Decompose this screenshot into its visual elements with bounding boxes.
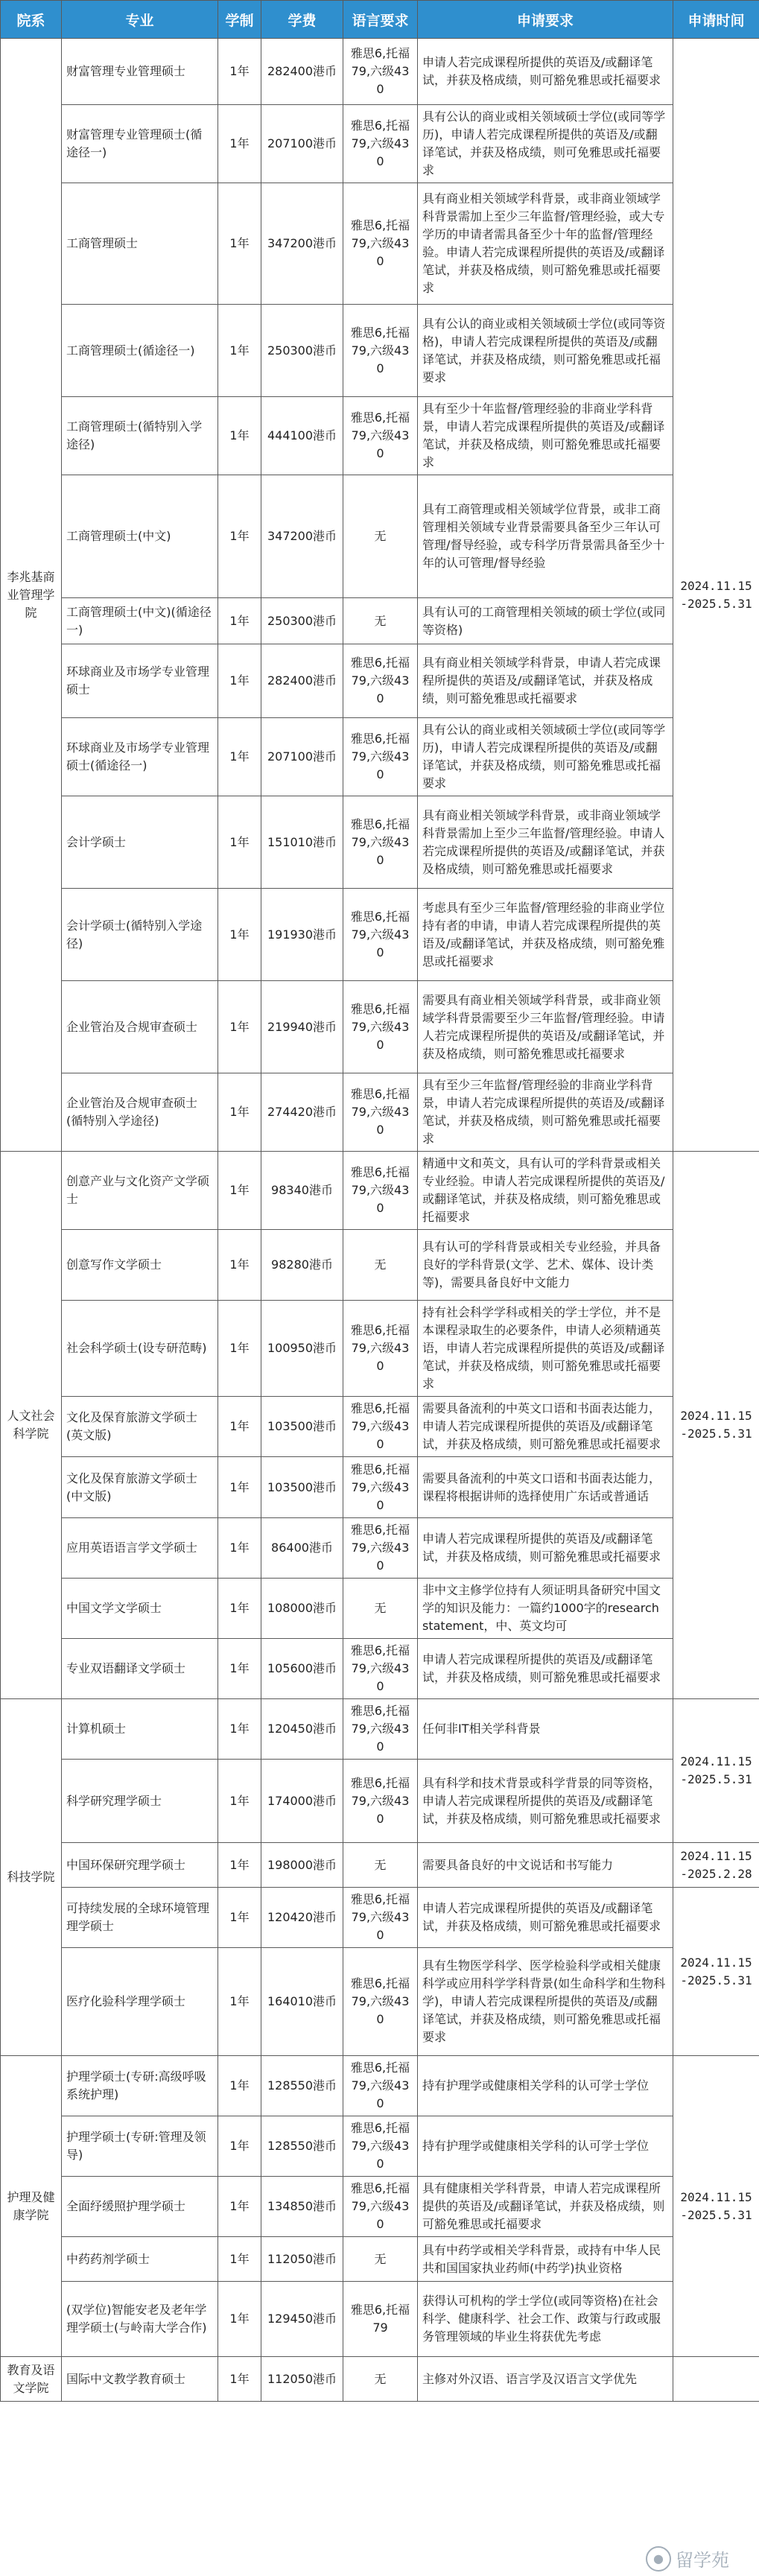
deadline-cell: 2024.11.15-2025.2.28	[673, 1843, 759, 1888]
requirements-cell: 持有护理学或健康相关学科的认可学士学位	[418, 2056, 673, 2116]
watermark-text: 留学苑	[676, 2550, 729, 2571]
duration-cell: 1年	[218, 1397, 261, 1457]
language-cell: 雅思6,托福79,六级430	[343, 1301, 418, 1397]
fee-cell: 347200港币	[261, 183, 343, 305]
deadline-cell: 2024.11.15-2025.5.31	[673, 2056, 759, 2357]
program-cell: 专业双语翻译文学硕士	[62, 1639, 218, 1699]
table-row	[1, 2237, 759, 2282]
table-row	[1, 981, 759, 1073]
deadline-cell: 2024.11.15-2025.5.31	[673, 1152, 759, 1699]
school-cell: 教育及语文学院	[1, 2357, 62, 2402]
duration-cell: 1年	[218, 1699, 261, 1760]
requirements-cell: 具有公认的商业或相关领域硕士学位(或同等学历)，申请人若完成课程所提供的英语及/或翻译笔试，并获及格成绩，则可豁免雅思或托福要求	[418, 718, 673, 796]
language-cell: 雅思6,托福79,六级430	[343, 1760, 418, 1843]
watermark	[646, 2545, 729, 2572]
program-cell: 环球商业及市场学专业管理硕士(循途径一)	[62, 718, 218, 796]
program-cell: 会计学硕士(循特别入学途径)	[62, 889, 218, 981]
duration-cell: 1年	[218, 1888, 261, 1948]
header-school: 院系	[1, 1, 62, 39]
table-row	[1, 718, 759, 796]
program-cell: 工商管理硕士(循特别入学途径)	[62, 397, 218, 475]
requirements-cell: 具有认可的工商管理相关领域的硕士学位(或同等资格)	[418, 598, 673, 644]
language-cell: 无	[343, 475, 418, 598]
requirements-cell: 主修对外汉语、语言学及汉语言文学优先	[418, 2357, 673, 2402]
program-cell: 工商管理硕士(中文)(循途径一)	[62, 598, 218, 644]
program-cell: 创意写作文学硕士	[62, 1230, 218, 1301]
language-cell: 雅思6,托福79,六级430	[343, 1948, 418, 2056]
duration-cell: 1年	[218, 1152, 261, 1230]
fee-cell: 120450港币	[261, 1699, 343, 1760]
deadline-cell-empty	[673, 2357, 759, 2402]
program-cell: 财富管理专业管理硕士	[62, 39, 218, 105]
duration-cell: 1年	[218, 1639, 261, 1699]
header-requirements: 申请要求	[418, 1, 673, 39]
program-cell: 创意产业与文化资产文学硕士	[62, 1152, 218, 1230]
program-cell: 社会科学硕士(设专研范畴)	[62, 1301, 218, 1397]
language-cell: 雅思6,托福79,六级430	[343, 1073, 418, 1152]
program-cell: 企业管治及合规审查硕士	[62, 981, 218, 1073]
duration-cell: 1年	[218, 2056, 261, 2116]
requirements-cell: 考虑具有至少三年监督/管理经验的非商业学位持有者的申请，申请人若完成课程所提供的英语及/或翻译笔试，并获及格成绩，则可豁免雅思或托福要求	[418, 889, 673, 981]
language-cell: 雅思6,托福79,六级430	[343, 796, 418, 889]
duration-cell: 1年	[218, 1301, 261, 1397]
requirements-cell: 非中文主修学位持有人须证明具备研究中国文学的知识及能力：一篇约1000字的research statement，中、英文均可	[418, 1579, 673, 1639]
language-cell: 雅思6,托福79	[343, 2282, 418, 2357]
table-row	[1, 1230, 759, 1301]
wechat-icon: ●	[646, 2546, 671, 2572]
table-row	[1, 1579, 759, 1639]
fee-cell: 282400港币	[261, 644, 343, 718]
requirements-cell: 申请人若完成课程所提供的英语及/或翻译笔试，并获及格成绩，则可豁免雅思或托福要求	[418, 1888, 673, 1948]
language-cell: 雅思6,托福79,六级430	[343, 981, 418, 1073]
requirements-cell: 需要具有商业相关领域学科背景，或非商业领域学科背景需要至少三年监督/管理经验。申请人若完成课程所提供的英语及/或翻译笔试，并获及格成绩，则可豁免雅思或托福要求	[418, 981, 673, 1073]
table-row	[1, 397, 759, 475]
language-cell: 无	[343, 1843, 418, 1888]
header-language: 语言要求	[343, 1, 418, 39]
table-row	[1, 1639, 759, 1699]
program-cell: 企业管治及合规审查硕士(循特别入学途径)	[62, 1073, 218, 1152]
fee-cell: 250300港币	[261, 305, 343, 397]
language-cell: 雅思6,托福79,六级430	[343, 183, 418, 305]
fee-cell: 207100港币	[261, 718, 343, 796]
requirements-cell: 具有至少三年监督/管理经验的非商业学科背景，申请人若完成课程所提供的英语及/或翻译笔试，并获及格成绩，则可豁免雅思或托福要求	[418, 1073, 673, 1152]
duration-cell: 1年	[218, 1230, 261, 1301]
fee-cell: 207100港币	[261, 105, 343, 183]
language-cell: 雅思6,托福79,六级430	[343, 39, 418, 105]
header-duration: 学制	[218, 1, 261, 39]
table-row	[1, 305, 759, 397]
requirements-cell: 具有公认的商业或相关领域硕士学位(或同等资格)，申请人若完成课程所提供的英语及/或翻译笔试，并获及格成绩，则可豁免雅思或托福要求	[418, 305, 673, 397]
fee-cell: 112050港币	[261, 2237, 343, 2282]
table-row	[1, 1301, 759, 1397]
duration-cell: 1年	[218, 796, 261, 889]
table-row	[1, 644, 759, 718]
table-row	[1, 183, 759, 305]
language-cell: 无	[343, 2357, 418, 2402]
fee-cell: 100950港币	[261, 1301, 343, 1397]
fee-cell: 164010港币	[261, 1948, 343, 2056]
fee-cell: 103500港币	[261, 1397, 343, 1457]
language-cell: 雅思6,托福79,六级430	[343, 1888, 418, 1948]
fee-cell: 198000港币	[261, 1843, 343, 1888]
language-cell: 雅思6,托福79,六级430	[343, 889, 418, 981]
program-cell: 科学研究理学硕士	[62, 1760, 218, 1843]
program-cell: 工商管理硕士	[62, 183, 218, 305]
requirements-cell: 具有生物医学科学、医学检验科学或相关健康科学或应用科学学科背景(如生命科学和生物科学)，申请人若完成课程所提供的英语及/或翻译笔试，并获及格成绩，则可豁免雅思或托福要求	[418, 1948, 673, 2056]
requirements-cell: 精通中文和英文，具有认可的学科背景或相关专业经验。申请人若完成课程所提供的英语及/或翻译笔试，并获及格成绩，则可豁免雅思或托福要求	[418, 1152, 673, 1230]
program-cell: 中国文学文学硕士	[62, 1579, 218, 1639]
table-row	[1, 1948, 759, 2056]
duration-cell: 1年	[218, 1073, 261, 1152]
school-cell: 李兆基商业管理学院	[1, 39, 62, 1152]
requirements-cell: 持有社会科学学科或相关的学士学位，并不是本课程录取生的必要条件，申请人必须精通英语，申请人若完成课程所提供的英语及/或翻译笔试，并获及格成绩，则可豁免雅思或托福要求	[418, 1301, 673, 1397]
duration-cell: 1年	[218, 1948, 261, 2056]
school-cell: 人文社会科学院	[1, 1152, 62, 1699]
school-cell: 护理及健康学院	[1, 2056, 62, 2357]
language-cell: 无	[343, 1230, 418, 1301]
table-row	[1, 1699, 759, 1760]
language-cell: 雅思6,托福79,六级430	[343, 2116, 418, 2177]
requirements-cell: 具有商业相关领域学科背景，或非商业领域学科背景需加上至少三年监督/管理经验。申请人若完成课程所提供的英语及/或翻译笔试，并获及格成绩，则可豁免雅思或托福要求	[418, 796, 673, 889]
requirements-cell: 申请人若完成课程所提供的英语及/或翻译笔试，并获及格成绩，则可豁免雅思或托福要求	[418, 1518, 673, 1579]
requirements-cell: 需要具备良好的中文说话和书写能力	[418, 1843, 673, 1888]
duration-cell: 1年	[218, 2116, 261, 2177]
duration-cell: 1年	[218, 1579, 261, 1639]
duration-cell: 1年	[218, 2177, 261, 2237]
duration-cell: 1年	[218, 2282, 261, 2357]
table-row	[1, 105, 759, 183]
duration-cell: 1年	[218, 598, 261, 644]
program-cell: 全面纾缓照护理学硕士	[62, 2177, 218, 2237]
fee-cell: 128550港币	[261, 2056, 343, 2116]
program-cell: 应用英语语言学文学硕士	[62, 1518, 218, 1579]
language-cell: 雅思6,托福79,六级430	[343, 397, 418, 475]
fee-cell: 151010港币	[261, 796, 343, 889]
requirements-cell: 具有至少十年监督/管理经验的非商业学科背景，申请人若完成课程所提供的英语及/或翻译笔试，并获及格成绩，则可豁免雅思或托福要求	[418, 397, 673, 475]
language-cell: 雅思6,托福79,六级430	[343, 1639, 418, 1699]
requirements-cell: 需要具备流利的中英文口语和书面表达能力，课程将根据讲师的选择使用广东话或普通话	[418, 1457, 673, 1518]
fee-cell: 134850港币	[261, 2177, 343, 2237]
table-row	[1, 1457, 759, 1518]
duration-cell: 1年	[218, 397, 261, 475]
program-cell: 文化及保育旅游文学硕士(中文版)	[62, 1457, 218, 1518]
fee-cell: 103500港币	[261, 1457, 343, 1518]
table-row	[1, 2282, 759, 2357]
duration-cell: 1年	[218, 644, 261, 718]
requirements-cell: 具有科学和技术背景或科学背景的同等资格，申请人若完成课程所提供的英语及/或翻译笔试，并获及格成绩，则可豁免雅思或托福要求	[418, 1760, 673, 1843]
fee-cell: 120420港币	[261, 1888, 343, 1948]
program-cell: 计算机硕士	[62, 1699, 218, 1760]
duration-cell: 1年	[218, 2237, 261, 2282]
language-cell: 雅思6,托福79,六级430	[343, 1152, 418, 1230]
fee-cell: 98280港币	[261, 1230, 343, 1301]
table-row	[1, 1843, 759, 1888]
requirements-cell: 具有商业相关领域学科背景，或非商业领域学科背景需加上至少三年监督/管理经验，或大专学历的申请者需具备至少十年的监督/管理经验。申请人若完成课程所提供的英语及/或翻译笔试，并获及格成绩，则可豁免雅思或托福要求	[418, 183, 673, 305]
table-row	[1, 1397, 759, 1457]
language-cell: 雅思6,托福79,六级430	[343, 2056, 418, 2116]
language-cell: 雅思6,托福79,六级430	[343, 1457, 418, 1518]
requirements-cell: 具有商业相关领域学科背景，申请人若完成课程所提供的英语及/或翻译笔试，并获及格成绩，则可豁免雅思或托福要求	[418, 644, 673, 718]
fee-cell: 105600港币	[261, 1639, 343, 1699]
duration-cell: 1年	[218, 1843, 261, 1888]
duration-cell: 1年	[218, 1457, 261, 1518]
table-header-row	[1, 1, 759, 39]
table-row	[1, 2056, 759, 2116]
fee-cell: 274420港币	[261, 1073, 343, 1152]
requirements-cell: 持有护理学或健康相关学科的认可学士学位	[418, 2116, 673, 2177]
program-cell: 中国环保研究理学硕士	[62, 1843, 218, 1888]
duration-cell: 1年	[218, 718, 261, 796]
language-cell: 无	[343, 598, 418, 644]
fee-cell: 112050港币	[261, 2357, 343, 2402]
requirements-cell: 申请人若完成课程所提供的英语及/或翻译笔试，并获及格成绩，则可豁免雅思或托福要求	[418, 39, 673, 105]
language-cell: 雅思6,托福79,六级430	[343, 305, 418, 397]
header-program: 专业	[62, 1, 218, 39]
duration-cell: 1年	[218, 105, 261, 183]
program-cell: 会计学硕士	[62, 796, 218, 889]
fee-cell: 347200港币	[261, 475, 343, 598]
duration-cell: 1年	[218, 2357, 261, 2402]
table-row	[1, 598, 759, 644]
fee-cell: 219940港币	[261, 981, 343, 1073]
table-row	[1, 1760, 759, 1843]
language-cell: 雅思6,托福79,六级430	[343, 1699, 418, 1760]
program-cell: 护理学硕士(专研:高级呼吸系统护理)	[62, 2056, 218, 2116]
requirements-cell: 具有公认的商业或相关领域硕士学位(或同等学历)，申请人若完成课程所提供的英语及/或翻译笔试，并获及格成绩，则可免雅思或托福要求	[418, 105, 673, 183]
program-cell: 工商管理硕士(中文)	[62, 475, 218, 598]
fee-cell: 174000港币	[261, 1760, 343, 1843]
table-body	[1, 39, 759, 2402]
table-row	[1, 1073, 759, 1152]
table-row	[1, 2357, 759, 2402]
table-row	[1, 475, 759, 598]
program-cell: 医疗化验科学理学硕士	[62, 1948, 218, 2056]
table-row	[1, 1518, 759, 1579]
language-cell: 雅思6,托福79,六级430	[343, 2177, 418, 2237]
fee-cell: 191930港币	[261, 889, 343, 981]
requirements-cell: 获得认可机构的学士学位(或同等资格)在社会科学、健康科学、社会工作、政策与行政或服务管理领域的毕业生将获优先考虑	[418, 2282, 673, 2357]
table-row	[1, 1152, 759, 1230]
language-cell: 雅思6,托福79,六级430	[343, 105, 418, 183]
program-cell: 环球商业及市场学专业管理硕士	[62, 644, 218, 718]
fee-cell: 128550港币	[261, 2116, 343, 2177]
deadline-cell: 2024.11.15-2025.5.31	[673, 1888, 759, 2056]
fee-cell: 129450港币	[261, 2282, 343, 2357]
duration-cell: 1年	[218, 475, 261, 598]
language-cell: 雅思6,托福79,六级430	[343, 718, 418, 796]
duration-cell: 1年	[218, 1518, 261, 1579]
program-cell: 工商管理硕士(循途径一)	[62, 305, 218, 397]
fee-cell: 86400港币	[261, 1518, 343, 1579]
duration-cell: 1年	[218, 889, 261, 981]
requirements-cell: 具有认可的学科背景或相关专业经验，并具备良好的学科背景(文学、艺术、媒体、设计类等)，需要具备良好中文能力	[418, 1230, 673, 1301]
school-cell: 科技学院	[1, 1699, 62, 2056]
program-cell: (双学位)智能安老及老年学理学硕士(与岭南大学合作)	[62, 2282, 218, 2357]
fee-cell: 282400港币	[261, 39, 343, 105]
program-cell: 文化及保育旅游文学硕士(英文版)	[62, 1397, 218, 1457]
requirements-cell: 需要具备流利的中英文口语和书面表达能力，申请人若完成课程所提供的英语及/或翻译笔试，并获及格成绩，则可豁免雅思或托福要求	[418, 1397, 673, 1457]
header-fee: 学费	[261, 1, 343, 39]
table-row	[1, 39, 759, 105]
deadline-cell: 2024.11.15-2025.5.31	[673, 1699, 759, 1843]
program-cell: 可持续发展的全球环境管理理学硕士	[62, 1888, 218, 1948]
requirements-cell: 具有健康相关学科背景，申请人若完成课程所提供的英语及/或翻译笔试，并获及格成绩，则可豁免雅思或托福要求	[418, 2177, 673, 2237]
language-cell: 雅思6,托福79,六级430	[343, 1397, 418, 1457]
deadline-cell: 2024.11.15-2025.5.31	[673, 39, 759, 1152]
duration-cell: 1年	[218, 39, 261, 105]
table-row	[1, 2116, 759, 2177]
fee-cell: 444100港币	[261, 397, 343, 475]
language-cell: 无	[343, 1579, 418, 1639]
table-row	[1, 2177, 759, 2237]
language-cell: 无	[343, 2237, 418, 2282]
table-row	[1, 1888, 759, 1948]
program-cell: 国际中文教学教育硕士	[62, 2357, 218, 2402]
fee-cell: 108000港币	[261, 1579, 343, 1639]
program-cell: 中药药剂学硕士	[62, 2237, 218, 2282]
duration-cell: 1年	[218, 981, 261, 1073]
header-deadline: 申请时间	[673, 1, 759, 39]
fee-cell: 250300港币	[261, 598, 343, 644]
requirements-cell: 申请人若完成课程所提供的英语及/或翻译笔试，并获及格成绩，则可豁免雅思或托福要求	[418, 1639, 673, 1699]
requirements-cell: 任何非IT相关学科背景	[418, 1699, 673, 1760]
program-cell: 护理学硕士(专研:管理及领导)	[62, 2116, 218, 2177]
table-row	[1, 796, 759, 889]
table-row	[1, 889, 759, 981]
program-cell: 财富管理专业管理硕士(循途径一)	[62, 105, 218, 183]
requirements-cell: 具有中药学或相关学科背景，或持有中华人民共和国国家执业药师(中药学)执业资格	[418, 2237, 673, 2282]
language-cell: 雅思6,托福79,六级430	[343, 644, 418, 718]
duration-cell: 1年	[218, 305, 261, 397]
requirements-cell: 具有工商管理或相关领域学位背景，或非工商管理相关领域专业背景需要具备至少三年认可管理/督导经验，或专科学历背景需具备至少十年的认可管理/督导经验	[418, 475, 673, 598]
duration-cell: 1年	[218, 1760, 261, 1843]
fee-cell: 98340港币	[261, 1152, 343, 1230]
language-cell: 雅思6,托福79,六级430	[343, 1518, 418, 1579]
duration-cell: 1年	[218, 183, 261, 305]
